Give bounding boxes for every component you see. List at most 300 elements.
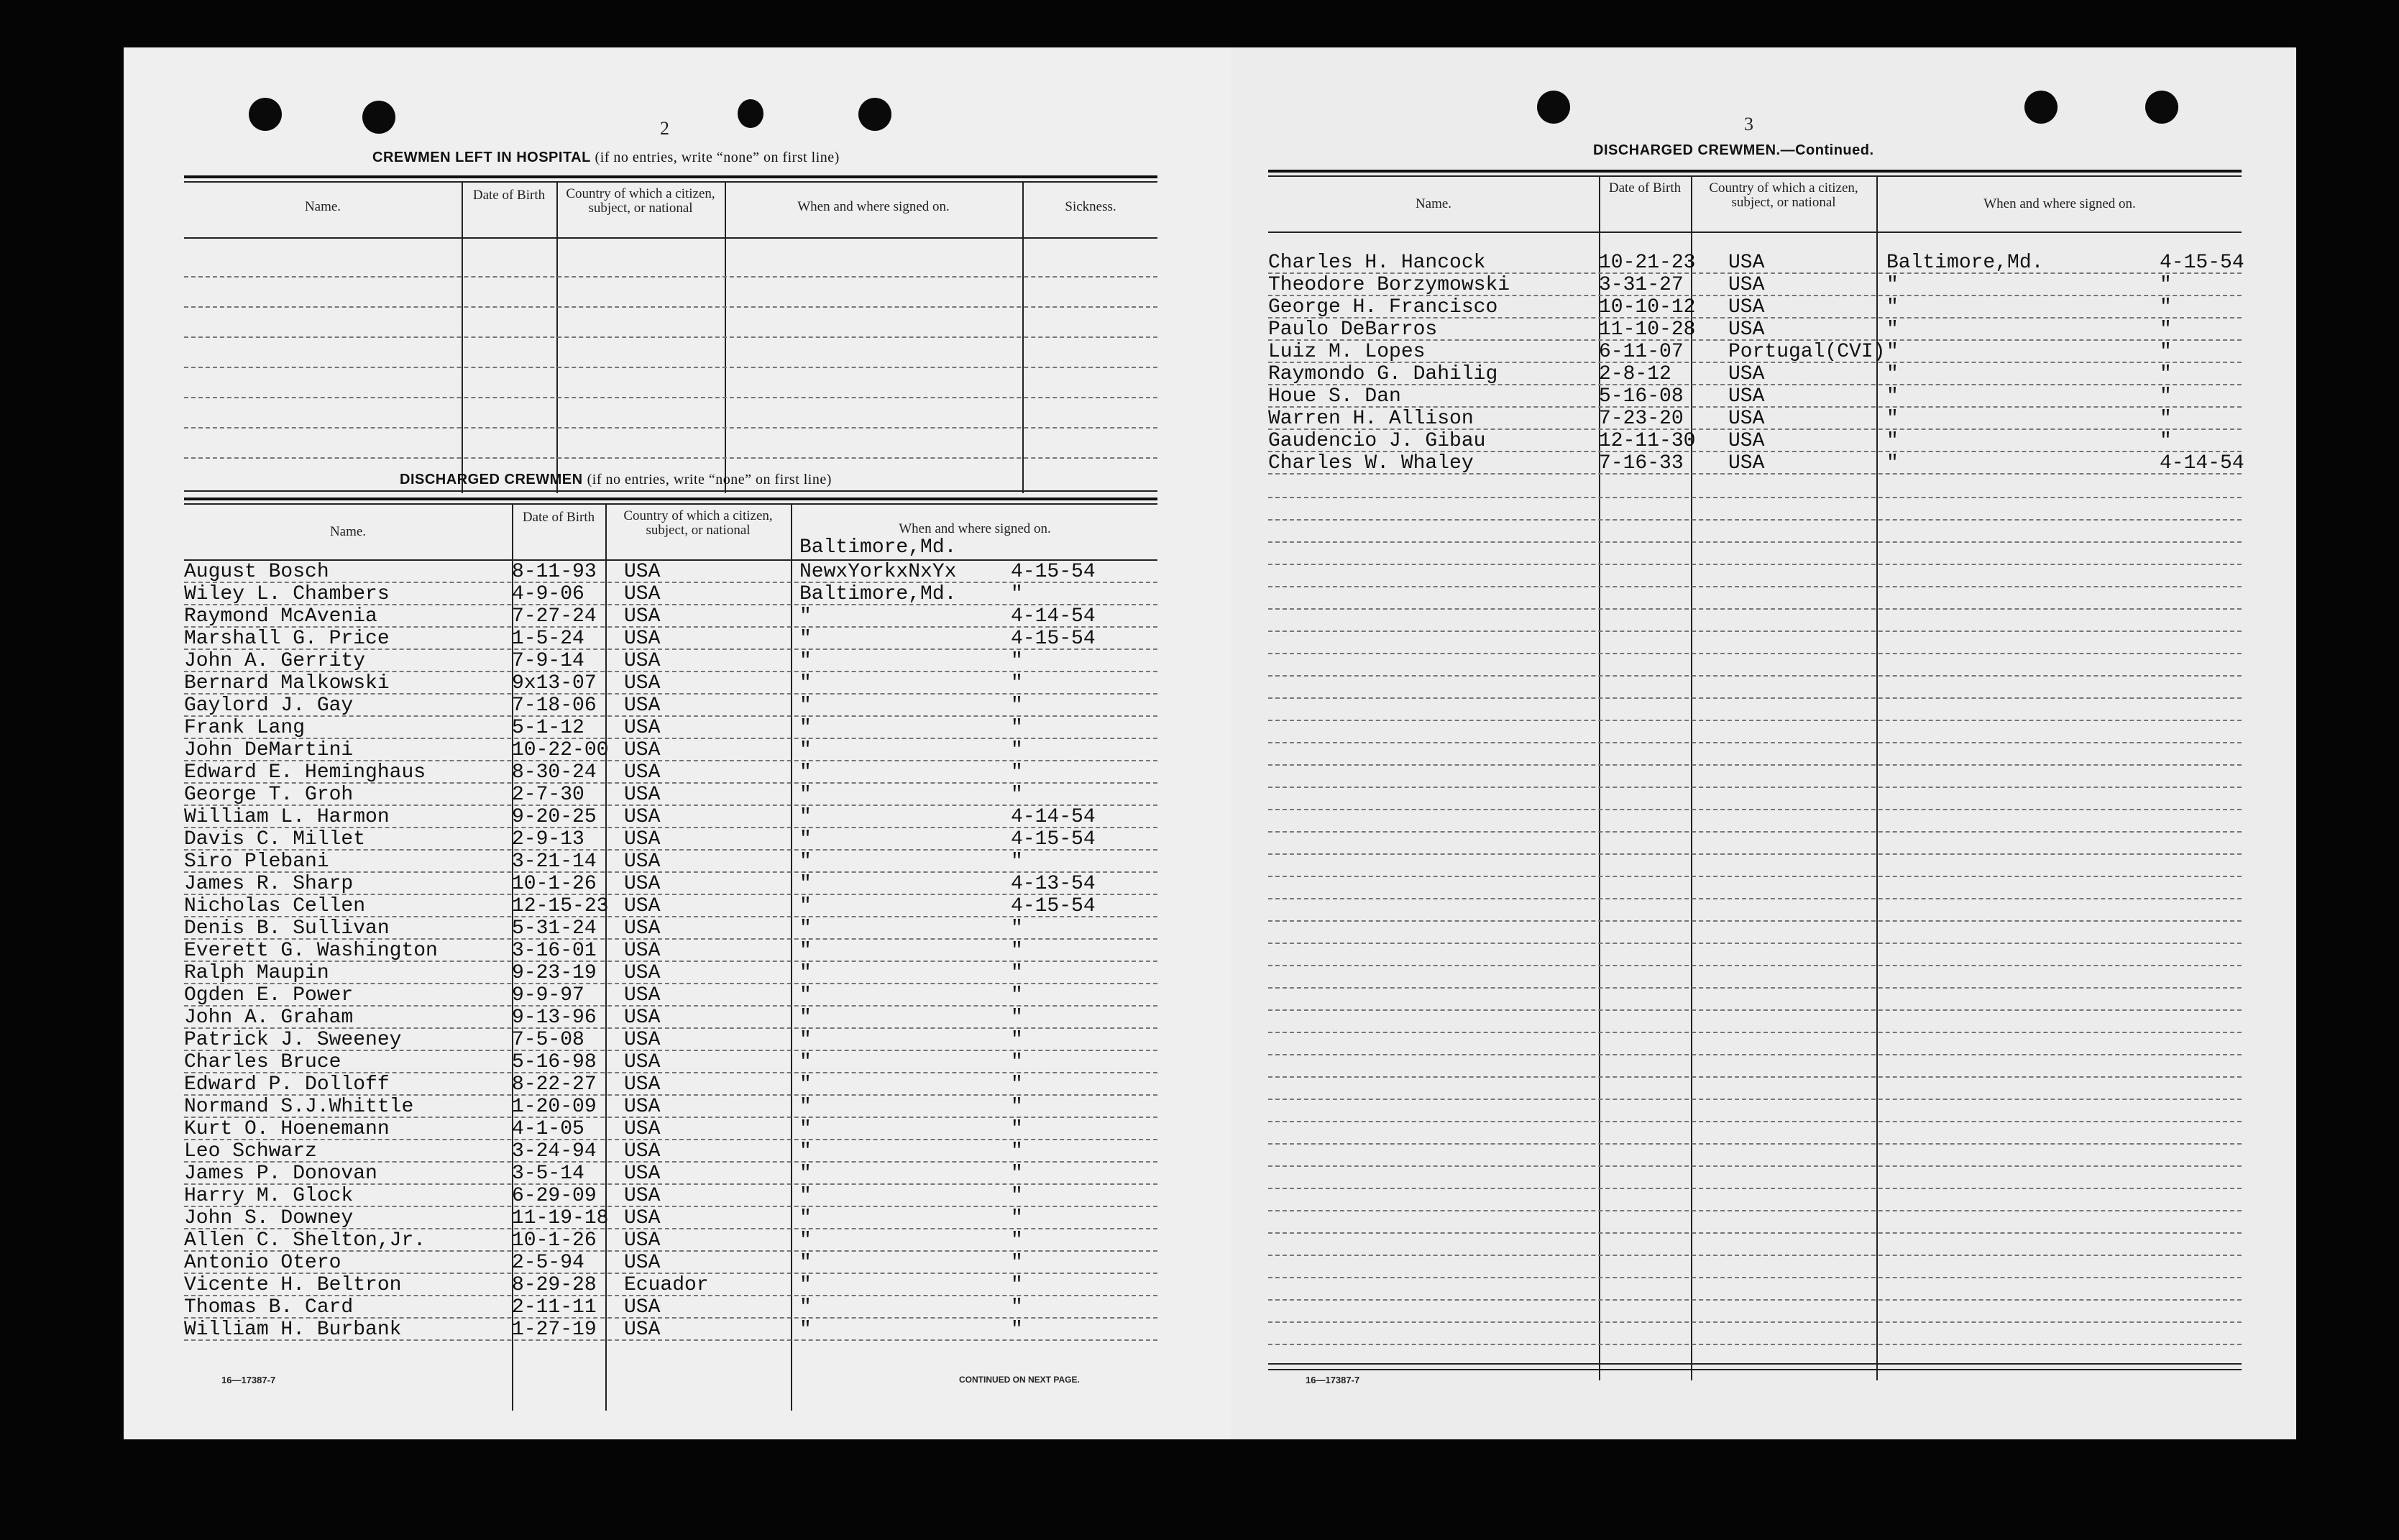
table-row [184, 873, 1157, 895]
table-row [184, 1274, 1157, 1296]
table-row [184, 739, 1157, 761]
signed-on-date: " [2160, 296, 2172, 318]
right-header-dob: Date of Birth [1608, 180, 1682, 196]
table-row [184, 1029, 1157, 1051]
punch-hole [2145, 91, 2178, 124]
citizenship: USA [624, 940, 661, 962]
citizenship: USA [624, 761, 661, 784]
crewman-name: Harry M. Glock [184, 1185, 354, 1207]
crewman-name: Davis C. Millet [184, 828, 366, 851]
hospital-header-sickness: Sickness. [1065, 199, 1116, 214]
signed-on-place: " [799, 828, 812, 851]
signed-on-date: " [1011, 1007, 1023, 1029]
crewman-name: Ogden E. Power [184, 984, 354, 1007]
signed-on-place: " [799, 695, 812, 717]
table-row [1268, 452, 2242, 475]
date-of-birth: 10-1-26 [512, 1229, 597, 1252]
right-header-country: Country of which a citizen, subject, or national [1709, 180, 1858, 210]
crewman-name: Raymond McAvenia [184, 605, 377, 628]
citizenship: USA [624, 962, 661, 984]
date-of-birth: 4-9-06 [512, 583, 584, 605]
signed-on-place: " [799, 1296, 812, 1319]
signed-on-place: " [799, 1029, 812, 1051]
signed-on-date: " [1011, 761, 1023, 784]
date-of-birth: 3-24-94 [512, 1140, 597, 1163]
hospital-header-name: Name. [304, 199, 341, 214]
table-row [184, 695, 1157, 717]
date-of-birth: 4-1-05 [512, 1118, 584, 1140]
date-of-birth: 9-23-19 [512, 962, 597, 984]
signed-on-date: " [1011, 1051, 1023, 1073]
crewman-name: Normand S.J.Whittle [184, 1096, 414, 1118]
form-number: 16—17387-7 [1306, 1375, 1360, 1385]
crewman-name: James R. Sharp [184, 873, 354, 895]
date-of-birth: 7-16-33 [1599, 452, 1684, 475]
date-of-birth: 1-5-24 [512, 628, 584, 650]
crewman-name: Thomas B. Card [184, 1296, 354, 1319]
crewman-name: Charles Bruce [184, 1051, 341, 1073]
signed-on-place: " [799, 962, 812, 984]
citizenship: USA [624, 605, 661, 628]
date-of-birth: 10-21-23 [1599, 252, 1696, 274]
table-row [184, 1073, 1157, 1096]
date-of-birth: 7-9-14 [512, 650, 584, 672]
signed-on-date: " [1011, 739, 1023, 761]
right-header-signed-on: When and where signed on. [1983, 196, 2136, 211]
continued-note: CONTINUED ON NEXT PAGE. [959, 1375, 1080, 1385]
citizenship: USA [624, 583, 661, 605]
punch-hole [362, 101, 395, 134]
signed-on-place: " [799, 1073, 812, 1096]
crewman-name: Allen C. Shelton,Jr. [184, 1229, 426, 1252]
citizenship: USA [1728, 408, 1765, 430]
punch-hole [738, 99, 763, 128]
crewman-name: Edward P. Dolloff [184, 1073, 390, 1096]
table-row [1268, 408, 2242, 430]
citizenship: Portugal(CVI) [1728, 341, 1886, 363]
punch-hole [1537, 91, 1570, 124]
hospital-header-signed-on: When and where signed on. [797, 199, 950, 214]
date-of-birth: 8-11-93 [512, 561, 597, 583]
punch-hole [858, 98, 891, 131]
table-row [1268, 252, 2242, 274]
crewman-name: Wiley L. Chambers [184, 583, 390, 605]
page-number: 3 [1744, 114, 1753, 134]
table-row [184, 761, 1157, 784]
signed-on-place: " [799, 761, 812, 784]
signed-on-place: " [799, 1118, 812, 1140]
crewman-name: Gaudencio J. Gibau [1268, 430, 1486, 452]
date-of-birth: 7-23-20 [1599, 408, 1684, 430]
hospital-header-dob: Date of Birth [472, 188, 546, 203]
citizenship: USA [624, 851, 661, 873]
citizenship: USA [624, 1096, 661, 1118]
signed-on-place: " [799, 984, 812, 1007]
signed-on-place: " [799, 1140, 812, 1163]
signed-on-place: " [799, 1252, 812, 1274]
signed-on-date: 4-15-54 [1011, 895, 1096, 917]
crewman-name: William H. Burbank [184, 1319, 402, 1341]
signed-on-place: " [799, 672, 812, 695]
citizenship: USA [1728, 452, 1765, 475]
date-of-birth: 2-9-13 [512, 828, 584, 851]
citizenship: USA [1728, 385, 1765, 408]
signed-on-place: " [799, 917, 812, 940]
crewman-name: Luiz M. Lopes [1268, 341, 1426, 363]
crewman-name: Antonio Otero [184, 1252, 341, 1274]
signed-on-date: " [1011, 1096, 1023, 1118]
signed-on-date: " [1011, 1118, 1023, 1140]
crewman-name: Leo Schwarz [184, 1140, 317, 1163]
signed-on-date: " [1011, 650, 1023, 672]
table-row [184, 672, 1157, 695]
signed-on-place: " [1886, 341, 1899, 363]
signed-on-place: " [799, 717, 812, 739]
signed-on-place: " [1886, 385, 1899, 408]
citizenship: USA [624, 917, 661, 940]
discharged-header-signed-on: When and where signed on. [899, 521, 1051, 536]
citizenship: USA [624, 650, 661, 672]
citizenship: USA [624, 984, 661, 1007]
date-of-birth: 8-30-24 [512, 761, 597, 784]
date-of-birth: 9-13-96 [512, 1007, 597, 1029]
citizenship: USA [624, 1185, 661, 1207]
citizenship: USA [624, 828, 661, 851]
citizenship: USA [624, 1252, 661, 1274]
citizenship: USA [624, 1007, 661, 1029]
citizenship: USA [624, 1118, 661, 1140]
crewman-name: John S. Downey [184, 1207, 354, 1229]
crewman-name: William L. Harmon [184, 806, 390, 828]
crewman-name: Ralph Maupin [184, 962, 329, 984]
signed-on-date: " [1011, 583, 1023, 605]
citizenship: USA [624, 628, 661, 650]
table-row [184, 984, 1157, 1007]
citizenship: USA [624, 873, 661, 895]
crewman-name: Warren H. Allison [1268, 408, 1474, 430]
table-row [184, 605, 1157, 628]
signed-on-date: " [1011, 1229, 1023, 1252]
table-row [1268, 274, 2242, 296]
discharged-continued-title: DISCHARGED CREWMEN.—Continued. [1593, 142, 1874, 158]
date-of-birth: 8-29-28 [512, 1274, 597, 1296]
signed-on-date: " [1011, 1319, 1023, 1341]
table-row [184, 962, 1157, 984]
left-page [124, 47, 1231, 1439]
crewman-name: George T. Groh [184, 784, 354, 806]
signed-on-place: " [799, 1274, 812, 1296]
citizenship: USA [624, 1029, 661, 1051]
signed-on-place: Baltimore,Md. [799, 583, 957, 605]
crewman-name: Patrick J. Sweeney [184, 1029, 402, 1051]
crewman-name: August Bosch [184, 561, 329, 583]
signed-on-date: 4-15-54 [1011, 628, 1096, 650]
table-row [184, 561, 1157, 583]
signed-on-place: " [799, 895, 812, 917]
date-of-birth: 7-5-08 [512, 1029, 584, 1051]
table-row [1268, 363, 2242, 385]
crewman-name: George H. Francisco [1268, 296, 1498, 318]
citizenship: USA [624, 1163, 661, 1185]
date-of-birth: 2-7-30 [512, 784, 584, 806]
signed-on-date: " [1011, 940, 1023, 962]
discharged-section-title: DISCHARGED CREWMEN (if no entries, write “none” on first line) [400, 472, 832, 487]
signed-on-place: " [799, 940, 812, 962]
date-of-birth: 11-19-18 [512, 1207, 609, 1229]
page-number: 2 [660, 118, 669, 139]
crewman-name: Houe S. Dan [1268, 385, 1401, 408]
signed-on-place: " [799, 1096, 812, 1118]
table-row [184, 828, 1157, 851]
table-row [184, 940, 1157, 962]
table-row [1268, 341, 2242, 363]
discharged-header-name: Name. [329, 524, 367, 539]
date-of-birth: 3-31-27 [1599, 274, 1684, 296]
date-of-birth: 3-21-14 [512, 851, 597, 873]
date-of-birth: 12-11-30 [1599, 430, 1696, 452]
right-page [1231, 47, 2296, 1439]
signed-on-place: NewxYorkxNxYx [799, 561, 957, 583]
signed-on-place: " [799, 605, 812, 628]
hospital-header-country: Country of which a citizen, subject, or national [566, 186, 715, 216]
discharged-header-entry: Baltimore,Md. [799, 536, 957, 559]
signed-on-date: " [1011, 1252, 1023, 1274]
table-row [184, 1140, 1157, 1163]
crewman-name: Marshall G. Price [184, 628, 390, 650]
signed-on-date: " [2160, 363, 2172, 385]
crewman-name: Theodore Borzymowski [1268, 274, 1510, 296]
citizenship: USA [1728, 430, 1765, 452]
signed-on-place: " [799, 1007, 812, 1029]
signed-on-place: " [799, 1229, 812, 1252]
table-row [184, 1096, 1157, 1118]
signed-on-date: " [1011, 1163, 1023, 1185]
citizenship: USA [1728, 318, 1765, 341]
table-row [184, 1319, 1157, 1341]
signed-on-date: " [2160, 430, 2172, 452]
citizenship: USA [624, 1296, 661, 1319]
crewman-name: Siro Plebani [184, 851, 329, 873]
table-row [184, 1118, 1157, 1140]
signed-on-date: " [1011, 851, 1023, 873]
form-number: 16—17387-7 [221, 1375, 276, 1385]
date-of-birth: 9-20-25 [512, 806, 597, 828]
table-row [184, 1229, 1157, 1252]
signed-on-date: 4-15-54 [2160, 252, 2244, 274]
crewman-name: Denis B. Sullivan [184, 917, 390, 940]
date-of-birth: 2-5-94 [512, 1252, 584, 1274]
signed-on-date: " [2160, 385, 2172, 408]
signed-on-date: 4-15-54 [1011, 561, 1096, 583]
table-row [184, 1296, 1157, 1319]
signed-on-place: " [799, 739, 812, 761]
citizenship: USA [624, 672, 661, 695]
signed-on-date: " [1011, 917, 1023, 940]
hospital-section-title: CREWMEN LEFT IN HOSPITAL (if no entries, write “none” on first line) [372, 150, 840, 165]
table-row [1268, 296, 2242, 318]
signed-on-place: " [1886, 452, 1899, 475]
table-row [184, 806, 1157, 828]
crewman-name: James P. Donovan [184, 1163, 377, 1185]
crewman-name: Vicente H. Beltron [184, 1274, 402, 1296]
signed-on-date: 4-14-54 [1011, 605, 1096, 628]
signed-on-date: " [1011, 1073, 1023, 1096]
date-of-birth: 11-10-28 [1599, 318, 1696, 341]
table-row [184, 583, 1157, 605]
crewman-name: Frank Lang [184, 717, 306, 739]
table-row [184, 895, 1157, 917]
signed-on-place: " [799, 1185, 812, 1207]
discharged-header-dob: Date of Birth [522, 510, 595, 525]
citizenship: USA [624, 895, 661, 917]
signed-on-date: " [1011, 695, 1023, 717]
table-row [184, 1051, 1157, 1073]
date-of-birth: 5-16-08 [1599, 385, 1684, 408]
date-of-birth: 6-29-09 [512, 1185, 597, 1207]
signed-on-date: " [1011, 1185, 1023, 1207]
table-row [1268, 385, 2242, 408]
date-of-birth: 1-27-19 [512, 1319, 597, 1341]
signed-on-place: Baltimore,Md. [1886, 252, 2044, 274]
crewman-name: Raymondo G. Dahilig [1268, 363, 1498, 385]
signed-on-place: " [1886, 274, 1899, 296]
citizenship: USA [624, 1051, 661, 1073]
signed-on-date: " [1011, 784, 1023, 806]
punch-hole [2024, 91, 2058, 124]
signed-on-place: " [799, 1051, 812, 1073]
crewman-name: John DeMartini [184, 739, 354, 761]
signed-on-place: " [1886, 408, 1899, 430]
signed-on-date: " [2160, 274, 2172, 296]
signed-on-place: " [799, 873, 812, 895]
date-of-birth: 2-11-11 [512, 1296, 597, 1319]
signed-on-date: 4-13-54 [1011, 873, 1096, 895]
signed-on-date: " [1011, 984, 1023, 1007]
citizenship: USA [624, 784, 661, 806]
table-row [184, 1185, 1157, 1207]
right-header-name: Name. [1415, 196, 1452, 211]
crewman-name: Nicholas Cellen [184, 895, 366, 917]
date-of-birth: 3-5-14 [512, 1163, 584, 1185]
table-row [1268, 430, 2242, 452]
crewman-name: Charles H. Hancock [1268, 252, 1486, 274]
crewman-name: Paulo DeBarros [1268, 318, 1438, 341]
crewman-name: Charles W. Whaley [1268, 452, 1474, 475]
signed-on-place: " [799, 784, 812, 806]
date-of-birth: 5-16-98 [512, 1051, 597, 1073]
signed-on-place: " [799, 1207, 812, 1229]
discharged-header-country: Country of which a citizen, subject, or national [623, 508, 773, 538]
citizenship: USA [624, 561, 661, 583]
signed-on-date: 4-15-54 [1011, 828, 1096, 851]
crewman-name: Bernard Malkowski [184, 672, 390, 695]
signed-on-place: " [799, 628, 812, 650]
signed-on-place: " [1886, 430, 1899, 452]
signed-on-date: " [1011, 1029, 1023, 1051]
date-of-birth: 7-27-24 [512, 605, 597, 628]
citizenship: USA [624, 695, 661, 717]
signed-on-date: " [1011, 1274, 1023, 1296]
citizenship: USA [624, 1319, 661, 1341]
date-of-birth: 1-20-09 [512, 1096, 597, 1118]
signed-on-date: 4-14-54 [2160, 452, 2244, 475]
date-of-birth: 10-10-12 [1599, 296, 1696, 318]
citizenship: USA [1728, 252, 1765, 274]
citizenship: USA [624, 806, 661, 828]
table-row [184, 628, 1157, 650]
signed-on-date: " [1011, 1207, 1023, 1229]
crewman-name: Kurt O. Hoenemann [184, 1118, 390, 1140]
date-of-birth: 7-18-06 [512, 695, 597, 717]
signed-on-place: " [1886, 363, 1899, 385]
crewman-name: Gaylord J. Gay [184, 695, 354, 717]
crewman-name: John A. Graham [184, 1007, 354, 1029]
date-of-birth: 3-16-01 [512, 940, 597, 962]
table-row [184, 1007, 1157, 1029]
citizenship: USA [624, 1229, 661, 1252]
date-of-birth: 9x13-07 [512, 672, 597, 695]
punch-hole [249, 98, 282, 131]
table-row [1268, 318, 2242, 341]
crewman-name: John A. Gerrity [184, 650, 366, 672]
signed-on-date: " [2160, 408, 2172, 430]
signed-on-place: " [1886, 296, 1899, 318]
signed-on-date: 4-14-54 [1011, 806, 1096, 828]
table-row [184, 784, 1157, 806]
signed-on-date: " [1011, 672, 1023, 695]
table-row [184, 1207, 1157, 1229]
date-of-birth: 9-9-97 [512, 984, 584, 1007]
table-row [184, 650, 1157, 672]
citizenship: USA [624, 1140, 661, 1163]
date-of-birth: 5-31-24 [512, 917, 597, 940]
citizenship: Ecuador [624, 1274, 709, 1296]
citizenship: USA [624, 1073, 661, 1096]
citizenship: USA [1728, 296, 1765, 318]
citizenship: USA [1728, 363, 1765, 385]
signed-on-date: " [1011, 1140, 1023, 1163]
date-of-birth: 8-22-27 [512, 1073, 597, 1096]
signed-on-date: " [2160, 341, 2172, 363]
date-of-birth: 6-11-07 [1599, 341, 1684, 363]
table-row [184, 917, 1157, 940]
signed-on-place: " [799, 806, 812, 828]
date-of-birth: 12-15-23 [512, 895, 609, 917]
table-row [184, 851, 1157, 873]
citizenship: USA [1728, 274, 1765, 296]
table-row [184, 717, 1157, 739]
signed-on-date: " [1011, 1296, 1023, 1319]
signed-on-place: " [799, 851, 812, 873]
signed-on-place: " [799, 1319, 812, 1341]
signed-on-date: " [1011, 717, 1023, 739]
citizenship: USA [624, 739, 661, 761]
date-of-birth: 10-22-00 [512, 739, 609, 761]
table-row [184, 1252, 1157, 1274]
date-of-birth: 2-8-12 [1599, 363, 1671, 385]
signed-on-date: " [1011, 962, 1023, 984]
citizenship: USA [624, 717, 661, 739]
table-row [184, 1163, 1157, 1185]
citizenship: USA [624, 1207, 661, 1229]
signed-on-place: " [799, 650, 812, 672]
signed-on-place: " [1886, 318, 1899, 341]
crewman-name: Everett G. Washington [184, 940, 438, 962]
crewman-name: Edward E. Heminghaus [184, 761, 426, 784]
signed-on-place: " [799, 1163, 812, 1185]
date-of-birth: 5-1-12 [512, 717, 584, 739]
date-of-birth: 10-1-26 [512, 873, 597, 895]
